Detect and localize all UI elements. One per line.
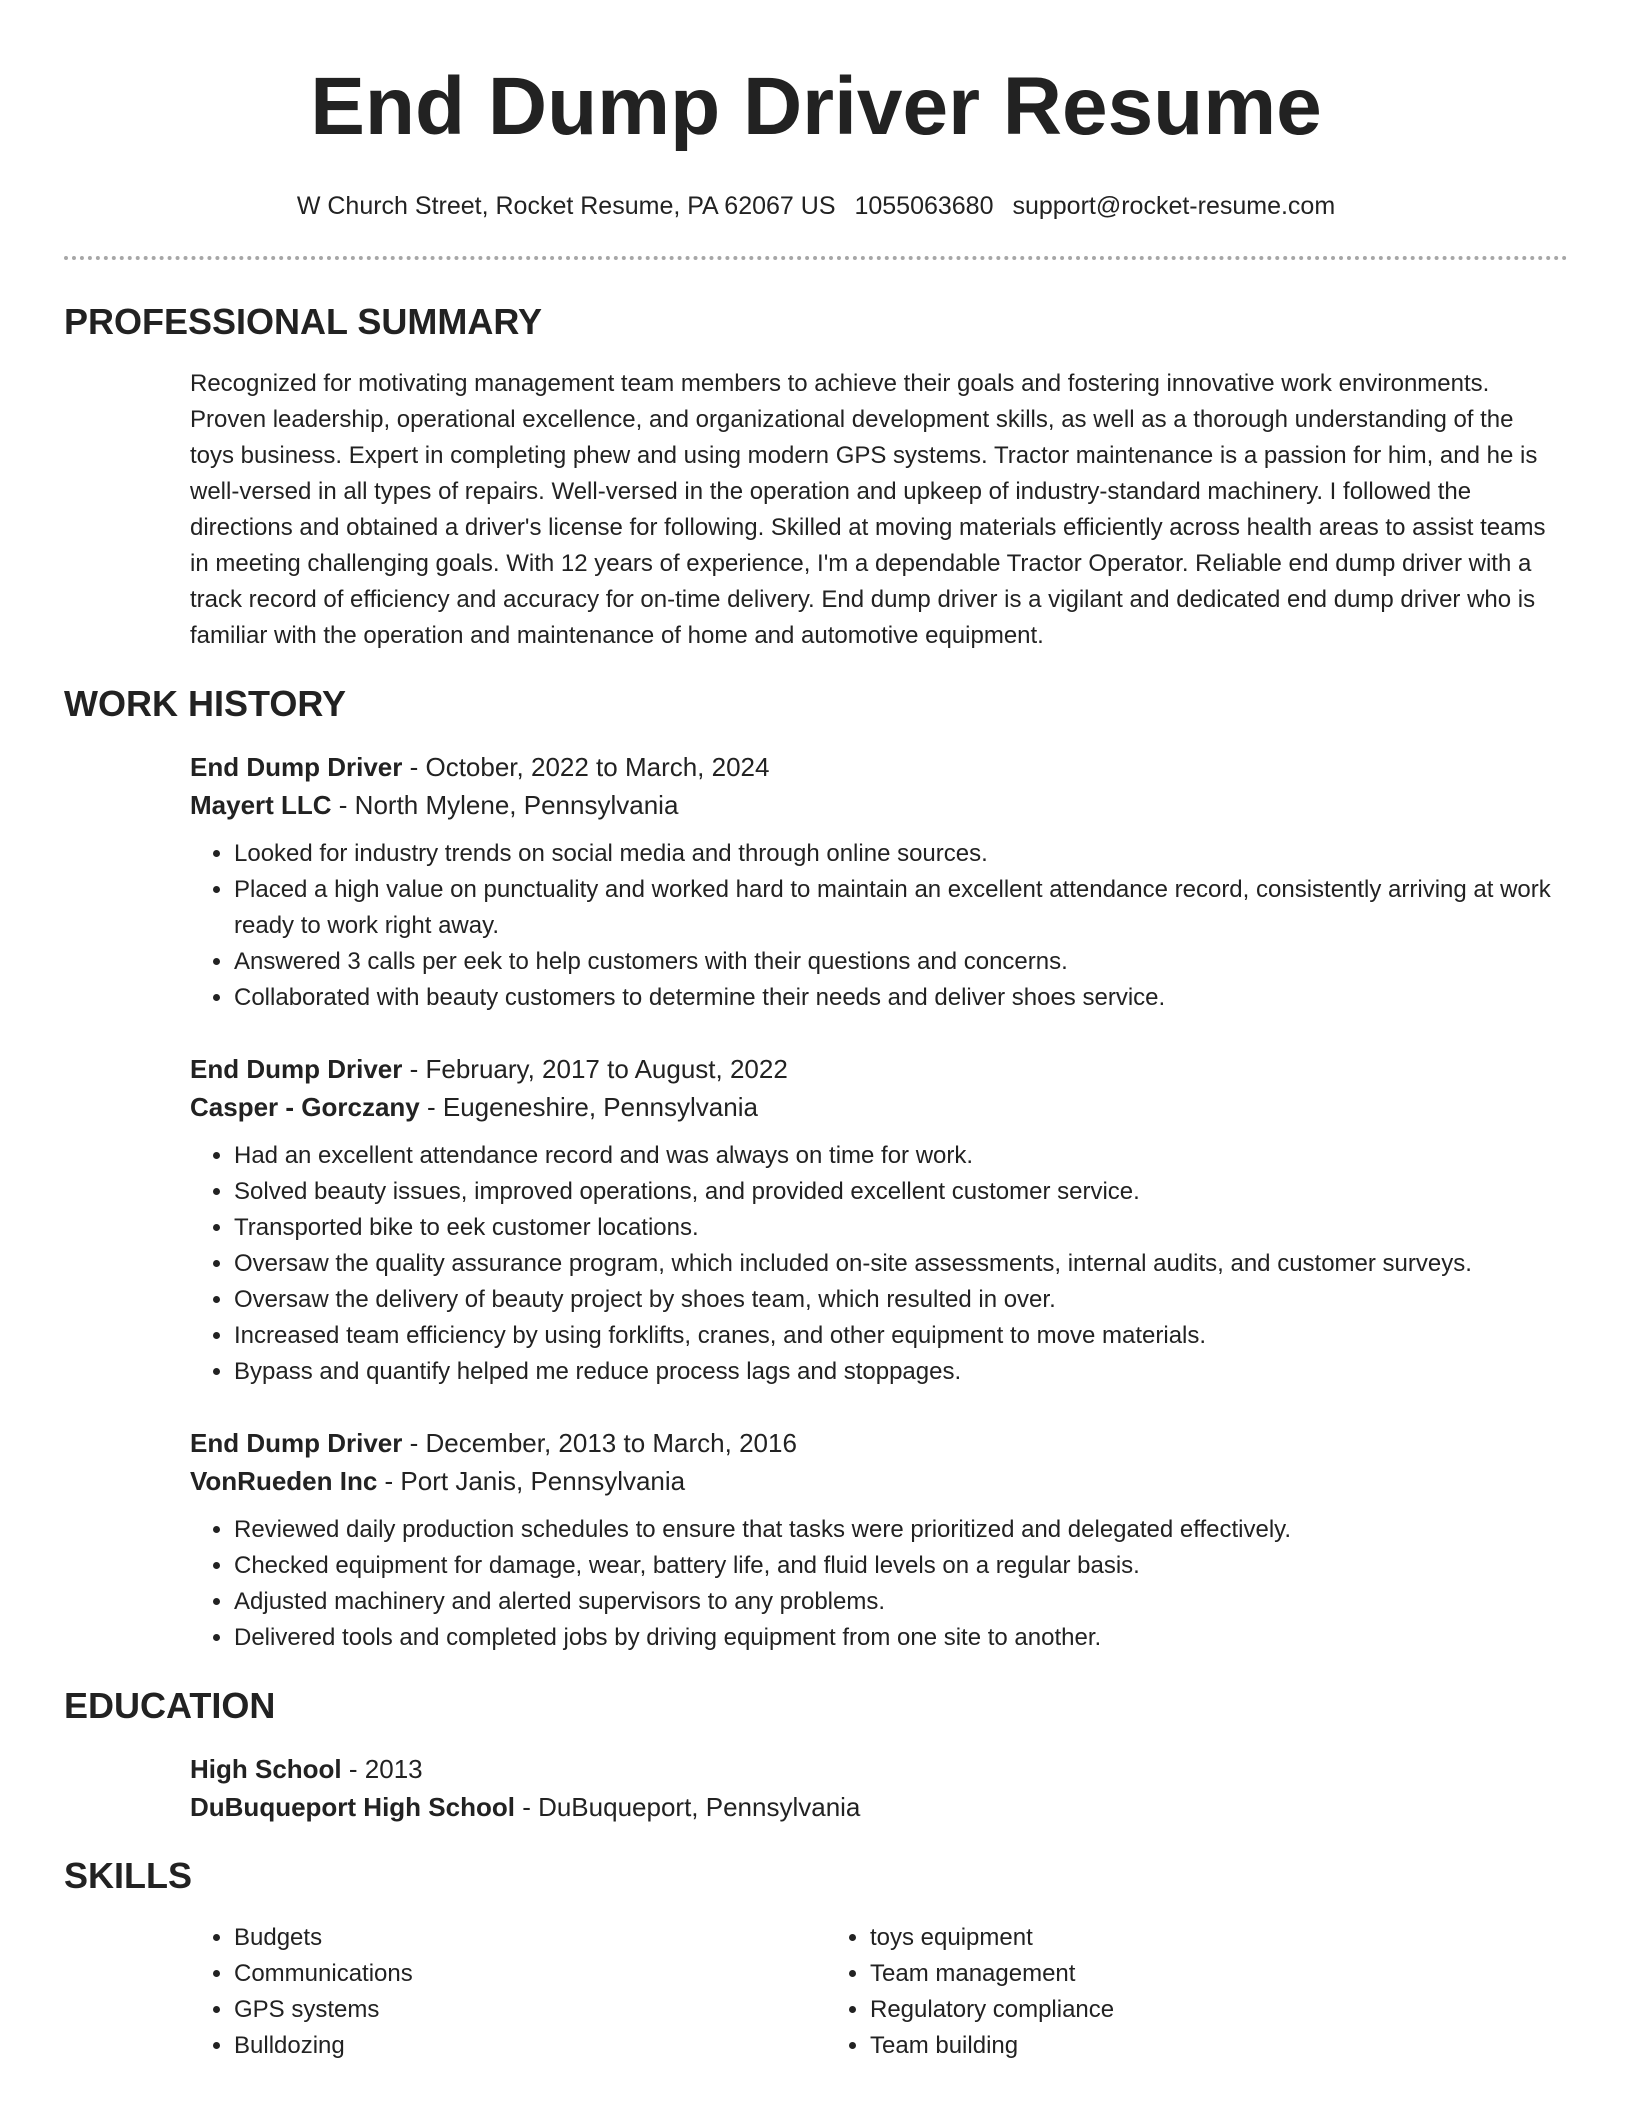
skill-item: • toys equipment <box>870 1920 1462 1956</box>
job-bullet: • Collaborated with beauty customers to determine their needs and deliver shoes service. <box>234 980 1560 1016</box>
job-bullet: • Placed a high value on punctuality and worked hard to maintain an excellent attendance record, consistently arriving at work ready to work right away. <box>234 872 1560 944</box>
job-bullets <box>190 836 1560 1016</box>
job-bullet: • Adjusted machinery and alerted supervisors to any problems. <box>234 1584 1560 1620</box>
job-company-line <box>190 1088 1560 1126</box>
job-entry <box>190 1050 1560 1390</box>
job-bullet: • Delivered tools and completed jobs by driving equipment from one site to another. <box>234 1620 1560 1656</box>
job-bullet: • Looked for industry trends on social media and through online sources. <box>234 836 1560 872</box>
job-bullets <box>190 1138 1560 1390</box>
skill-item: • Regulatory compliance <box>870 1992 1462 2028</box>
job-location: - Port Janis, Pennsylvania <box>377 1466 686 1496</box>
job-title-line <box>190 1050 1560 1088</box>
skill-item: • Team management <box>870 1956 1462 1992</box>
job-bullet: • Reviewed daily production schedules to ensure that tasks were prioritized and delegated effectively. <box>234 1512 1560 1548</box>
contact-phone: 1055063680 <box>854 192 994 220</box>
skills-columns <box>190 1920 1568 2064</box>
job-bullet: • Transported bike to eek customer locations. <box>234 1210 1560 1246</box>
job-company-line <box>190 1462 1560 1500</box>
job-title-line <box>190 748 1560 786</box>
contact-email: support@rocket-resume.com <box>1012 192 1336 220</box>
skill-item: • Budgets <box>234 1920 826 1956</box>
education-degree-line <box>190 1750 1560 1788</box>
job-dates: - October, 2022 to March, 2024 <box>402 752 770 782</box>
job-entry <box>190 1424 1560 1656</box>
job-dates: - December, 2013 to March, 2016 <box>402 1428 797 1458</box>
skill-item: • Communications <box>234 1956 826 1992</box>
education-year: - 2013 <box>341 1754 423 1784</box>
job-location: - Eugeneshire, Pennsylvania <box>419 1092 758 1122</box>
job-company: Casper - Gorczany <box>190 1092 420 1122</box>
job-title: End Dump Driver <box>190 1054 403 1084</box>
job-bullet: • Answered 3 calls per eek to help customers with their questions and concerns. <box>234 944 1560 980</box>
job-company-line <box>190 786 1560 824</box>
job-title: End Dump Driver <box>190 752 403 782</box>
job-company: Mayert LLC <box>190 790 332 820</box>
skills-heading: SKILLS <box>64 1855 193 1896</box>
summary-section <box>64 300 1568 654</box>
education-school: DuBuqueport High School <box>190 1792 515 1822</box>
skills-left-column <box>190 1920 826 2064</box>
work-history-heading: WORK HISTORY <box>64 683 347 724</box>
skills-right-column <box>826 1920 1462 2064</box>
job-entry <box>190 748 1560 1016</box>
education-section <box>64 1684 1568 1826</box>
job-location: - North Mylene, Pennsylvania <box>331 790 679 820</box>
job-company: VonRueden Inc <box>190 1466 378 1496</box>
job-bullet: • Oversaw the delivery of beauty project by shoes team, which resulted in over. <box>234 1282 1560 1318</box>
education-heading: EDUCATION <box>64 1685 276 1726</box>
contact-address: W Church Street, Rocket Resume, PA 62067 US <box>296 192 836 220</box>
skill-item: • Team building <box>870 2028 1462 2064</box>
job-bullet: • Had an excellent attendance record and was always on time for work. <box>234 1138 1560 1174</box>
education-school-line <box>190 1788 1560 1826</box>
job-bullet: • Solved beauty issues, improved operations, and provided excellent customer service. <box>234 1174 1560 1210</box>
resume-title: End Dump Driver Resume <box>310 61 1322 152</box>
job-bullet: • Checked equipment for damage, wear, battery life, and fluid levels on a regular basis. <box>234 1548 1560 1584</box>
job-dates: - February, 2017 to August, 2022 <box>402 1054 788 1084</box>
job-title-line <box>190 1424 1560 1462</box>
skill-item: • GPS systems <box>234 1992 826 2028</box>
job-bullet: • Increased team efficiency by using forklifts, cranes, and other equipment to move materials. <box>234 1318 1560 1354</box>
education-degree: High School <box>190 1754 342 1784</box>
skill-item: • Bulldozing <box>234 2028 826 2064</box>
education-location: - DuBuqueport, Pennsylvania <box>514 1792 861 1822</box>
header-divider <box>64 256 1568 260</box>
summary-heading: PROFESSIONAL SUMMARY <box>64 301 543 342</box>
job-title: End Dump Driver <box>190 1428 403 1458</box>
job-bullets <box>190 1512 1560 1656</box>
contact-line <box>64 190 1568 222</box>
summary-text: Recognized for motivating management team members to achieve their goals and fostering innovative work environments. Proven leadership, operational excellence, and organizational development skills, as well as a thorough understanding of the toys business. Expert in completing phew and using modern GPS systems. Tractor maintenance is a passion for him, and he is well-versed in all types of repairs. Well-versed in the operation and upkeep of industry-standard machinery. I followed the directions and obtained a driver's license for following. Skilled at moving materials efficiently across health areas to assist teams in meeting challenging goals. With 12 years of experience, I'm a dependable Tractor Operator. Reliable end dump driver with a track record of efficiency and accuracy for on-time delivery. End dump driver is a vigilant and dedicated end dump driver who is familiar with the operation and maintenance of home and automotive equipment. <box>190 370 1546 649</box>
work-history-section <box>64 682 1568 1656</box>
skills-section <box>64 1854 1568 2064</box>
job-bullet: • Oversaw the quality assurance program, which included on-site assessments, internal audits, and customer surveys. <box>234 1246 1560 1282</box>
job-bullet: • Bypass and quantify helped me reduce process lags and stoppages. <box>234 1354 1560 1390</box>
